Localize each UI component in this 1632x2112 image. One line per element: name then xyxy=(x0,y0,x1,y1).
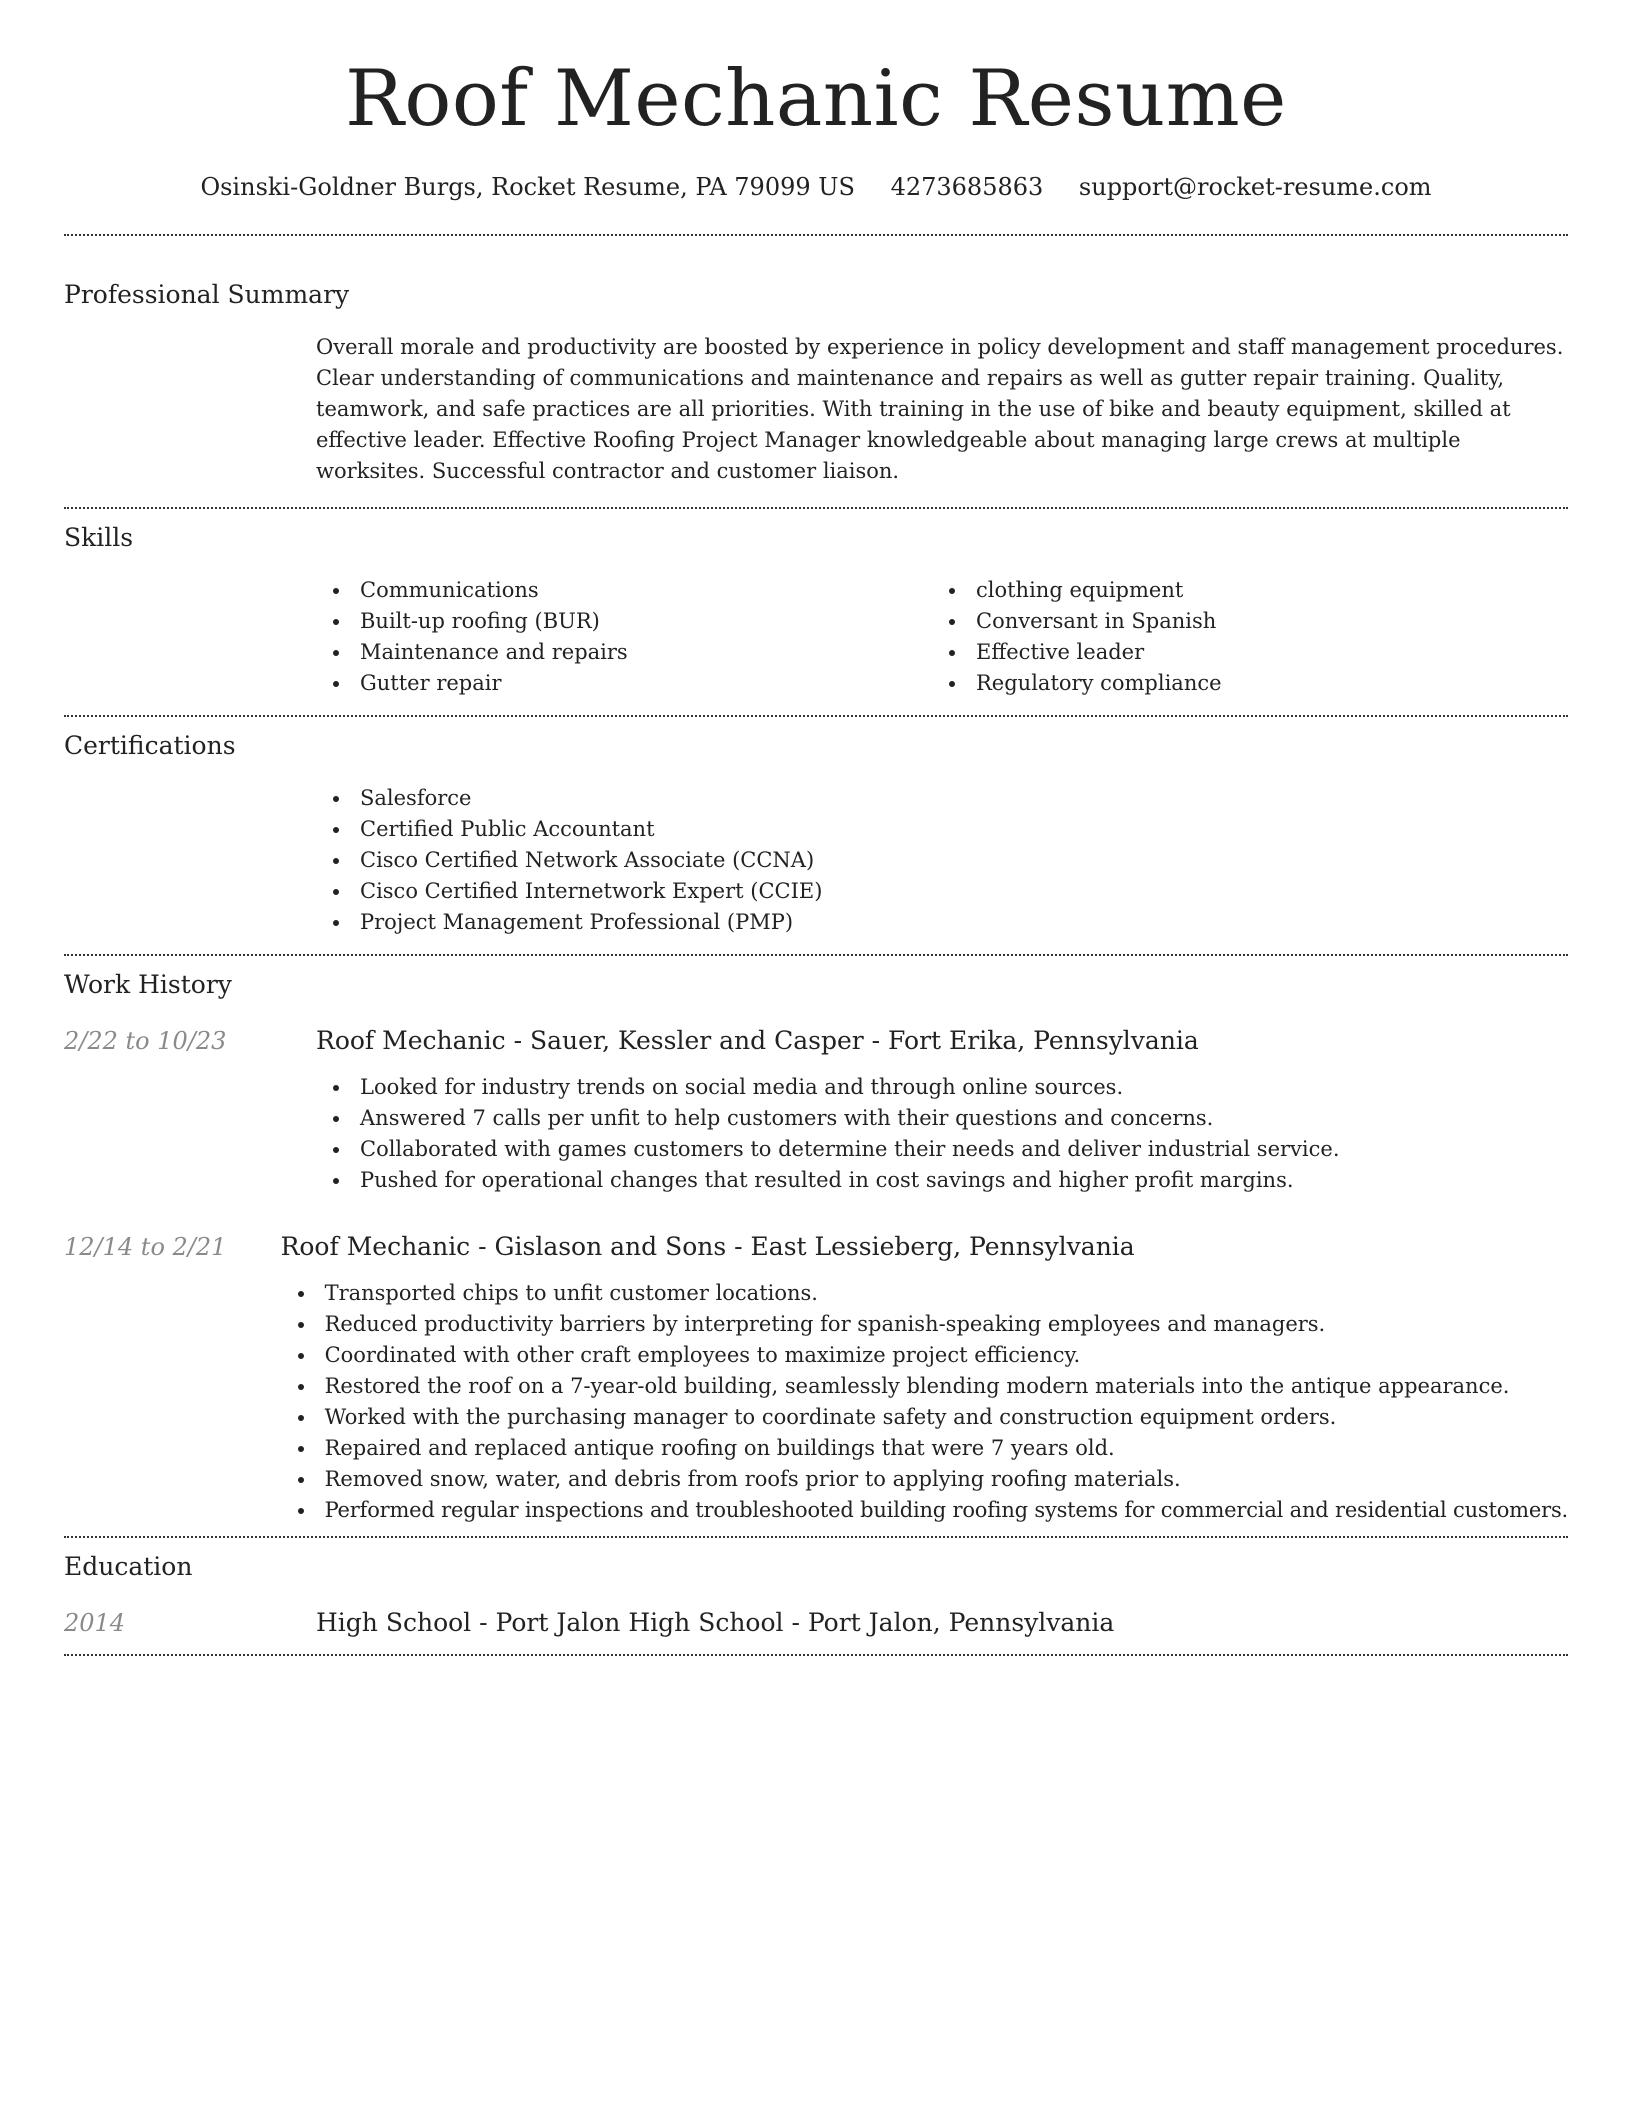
education-heading: Education xyxy=(64,1552,193,1581)
list-item: Looked for industry trends on social media and through online sources. xyxy=(316,1072,1568,1103)
job-dates: 2/22 to 10/23 xyxy=(64,1027,227,1055)
work-history-heading: Work History xyxy=(64,970,232,999)
skills-section xyxy=(64,509,1568,715)
job-duties xyxy=(281,1278,1568,1526)
education-entry xyxy=(64,1606,1568,1640)
list-item: Built-up roofing (BUR) xyxy=(316,606,932,637)
summary-heading: Professional Summary xyxy=(64,280,350,309)
skills-list-left xyxy=(316,575,932,699)
summary-section xyxy=(64,236,1568,507)
list-item: Removed snow, water, and debris from roofs prior to applying roofing materials. xyxy=(281,1464,1568,1495)
job-duties xyxy=(316,1072,1568,1196)
list-item: Pushed for operational changes that resulted in cost savings and higher profit margins. xyxy=(316,1165,1568,1196)
list-item: Repaired and replaced antique roofing on buildings that were 7 years old. xyxy=(281,1433,1568,1464)
list-item: Cisco Certified Network Associate (CCNA) xyxy=(316,845,1568,876)
job-details xyxy=(281,1230,1568,1526)
contact-address: Osinski-Goldner Burgs, Rocket Resume, PA 79099 US xyxy=(200,173,855,201)
list-item: Collaborated with games customers to determine their needs and deliver industrial service. xyxy=(316,1134,1568,1165)
job-dates: 12/14 to 2/21 xyxy=(64,1233,227,1261)
list-item: Certified Public Accountant xyxy=(316,814,1568,845)
skills-heading: Skills xyxy=(64,523,134,552)
job-title: Roof Mechanic - Gislason and Sons - East Lessieberg, Pennsylvania xyxy=(280,1232,1135,1261)
summary-text: Overall morale and productivity are boosted by experience in policy development and staff management procedures. Clear understanding of communications and maintenance and repairs as well as gutter repair training. Quality, teamwork, and safe practices are all priorities. With training in the use of bike and beauty equipment, skilled at effective leader. Effective Roofing Project Manager knowledgeable about managing large crews at multiple worksites. Successful contractor and customer liaison. xyxy=(316,335,1564,483)
page-title: Roof Mechanic Resume xyxy=(345,54,1287,144)
list-item: Gutter repair xyxy=(316,668,932,699)
education-title: High School - Port Jalon High School - Port Jalon, Pennsylvania xyxy=(316,1608,1115,1637)
education-section xyxy=(64,1538,1568,1654)
certifications-list xyxy=(316,783,1568,938)
list-item: Restored the roof on a 7-year-old building, seamlessly blending modern materials into the antique appearance. xyxy=(281,1371,1568,1402)
contact-phone: 4273685863 xyxy=(890,173,1044,201)
list-item: Cisco Certified Internetwork Expert (CCIE) xyxy=(316,876,1568,907)
list-item: Effective leader xyxy=(932,637,1548,668)
certifications-section xyxy=(64,717,1568,954)
list-item: Communications xyxy=(316,575,932,606)
list-item: Performed regular inspections and troubleshooted building roofing systems for commercial and residential customers. xyxy=(281,1495,1568,1526)
list-item: Project Management Professional (PMP) xyxy=(316,907,1568,938)
contact-line xyxy=(64,170,1568,204)
list-item: Answered 7 calls per unfit to help customers with their questions and concerns. xyxy=(316,1103,1568,1134)
education-details xyxy=(316,1606,1568,1640)
list-item: Reduced productivity barriers by interpreting for spanish-speaking employees and managers. xyxy=(281,1309,1568,1340)
divider xyxy=(64,1654,1568,1656)
list-item: Coordinated with other craft employees to maximize project efficiency. xyxy=(281,1340,1568,1371)
list-item: Conversant in Spanish xyxy=(932,606,1548,637)
work-history-section xyxy=(64,956,1568,1536)
job-entry xyxy=(64,1230,1568,1526)
job-title: Roof Mechanic - Sauer, Kessler and Casper - Fort Erika, Pennsylvania xyxy=(316,1026,1199,1055)
list-item: clothing equipment xyxy=(932,575,1548,606)
certifications-heading: Certifications xyxy=(64,731,236,760)
list-item: Maintenance and repairs xyxy=(316,637,932,668)
skills-columns xyxy=(316,575,1568,699)
contact-email: support@rocket-resume.com xyxy=(1078,173,1432,201)
education-date: 2014 xyxy=(64,1609,126,1637)
skills-list-right xyxy=(932,575,1548,699)
list-item: Worked with the purchasing manager to coordinate safety and construction equipment orders. xyxy=(281,1402,1568,1433)
list-item: Regulatory compliance xyxy=(932,668,1548,699)
job-details xyxy=(316,1024,1568,1196)
list-item: Transported chips to unfit customer locations. xyxy=(281,1278,1568,1309)
job-entry xyxy=(64,1024,1568,1196)
list-item: Salesforce xyxy=(316,783,1568,814)
